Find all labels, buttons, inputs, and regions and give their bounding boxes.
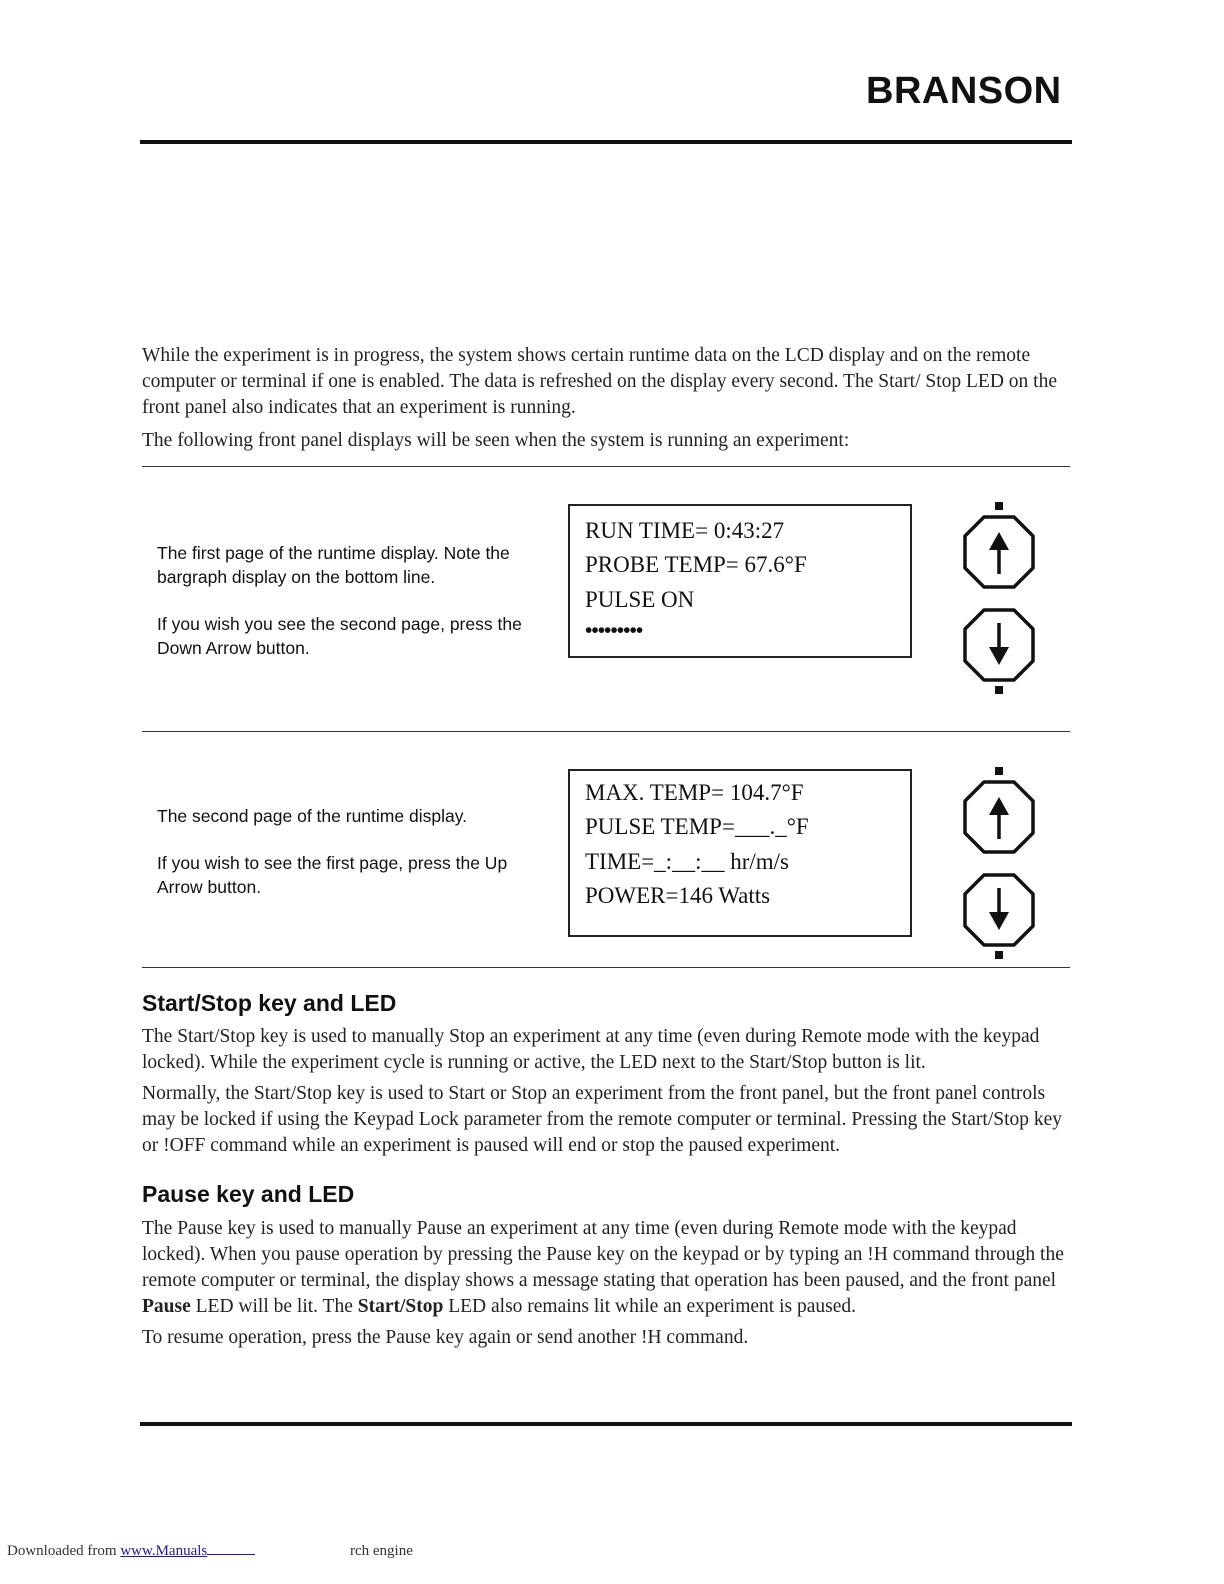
panel1-caption-1: The first page of the runtime display. Note the bargraph display on the bottom line. — [157, 543, 510, 587]
footer-rule — [140, 1422, 1072, 1426]
led-indicator — [995, 686, 1003, 694]
lcd-display-page-2 — [568, 769, 912, 937]
intro-paragraph-2: The following front panel displays will be seen when the system is running an experiment: — [142, 430, 850, 451]
lcd-bargraph: ••••••••• — [585, 618, 643, 642]
down-arrow-key-icon[interactable] — [962, 607, 1036, 683]
divider — [142, 731, 1070, 732]
panel1-caption-2: If you wish you see the second page, press the Down Arrow button. — [157, 614, 522, 658]
up-arrow-key-icon[interactable] — [962, 779, 1036, 855]
start-stop-heading: Start/Stop key and LED — [142, 990, 397, 1016]
header-rule — [140, 140, 1072, 144]
led-indicator — [995, 767, 1003, 775]
manuals-link[interactable]: www.Manuals — [120, 1543, 208, 1559]
lcd-line: MAX. TEMP= 104.7°F — [585, 780, 804, 805]
intro-paragraph-1: While the experiment is in progress, the system shows certain runtime data on the LCD display and on the remote computer or terminal if one is enabled. The data is refreshed on the display every second. The Start/ Stop LED on the front panel also indicates that an experiment is running. — [142, 345, 1057, 418]
lcd-line: PROBE TEMP= 67.6°F — [585, 552, 807, 577]
pause-heading: Pause key and LED — [142, 1181, 355, 1207]
lcd-line: TIME=_:__:__ hr/m/s — [585, 849, 789, 874]
panel2-caption-2: If you wish to see the first page, press the Up Arrow button. — [157, 853, 508, 897]
branson-logo: BRANSON — [866, 70, 1062, 112]
pause-paragraph-1: The Pause key is used to manually Pause an experiment at any time (even during Remote mode with the keypad locked). When you pause operation by pressing the Pause key on the keypad or by typing an !H command through the remote computer or terminal, the display shows a message stating that operation has been paused, and the front panel Pause LED will be lit. The Start/Stop LED also remains lit while an experiment is paused. — [142, 1218, 1064, 1317]
down-arrow-key-icon[interactable] — [962, 872, 1036, 948]
panel2-caption-1: The second page of the runtime display. — [157, 806, 468, 826]
lcd-line: PULSE ON — [585, 587, 695, 612]
lcd-display-page-1 — [568, 504, 912, 658]
up-arrow-key-icon[interactable] — [962, 514, 1036, 590]
lcd-line: PULSE TEMP=___._°F — [585, 814, 809, 839]
lcd-line: POWER=146 Watts — [585, 883, 771, 908]
footer-download: Downloaded from www.Manuals — [7, 1543, 255, 1560]
start-stop-paragraph-2: Normally, the Start/Stop key is used to Start or Stop an experiment from the front panel, but the front panel controls may be locked if using the Keypad Lock parameter from the remote computer or terminal. Pressing the Start/Stop key or !OFF command while an experiment is paused will end or stop the paused experiment. — [142, 1083, 1063, 1156]
start-stop-paragraph-1: The Start/Stop key is used to manually Stop an experiment at any time (even during Remote mode with the keypad locked). While the experiment cycle is running or active, the LED next to the Start/Stop button is lit. — [142, 1026, 1040, 1073]
lcd-line: RUN TIME= 0:43:27 — [585, 518, 785, 543]
footer-suffix: rch engine — [350, 1543, 413, 1559]
pause-bold: Pause — [142, 1296, 191, 1317]
led-indicator — [995, 502, 1003, 510]
divider — [142, 466, 1070, 467]
start-stop-bold: Start/Stop — [357, 1296, 444, 1317]
led-indicator — [995, 951, 1003, 959]
divider — [142, 967, 1070, 968]
pause-paragraph-2: To resume operation, press the Pause key again or send another !H command. — [142, 1327, 749, 1348]
